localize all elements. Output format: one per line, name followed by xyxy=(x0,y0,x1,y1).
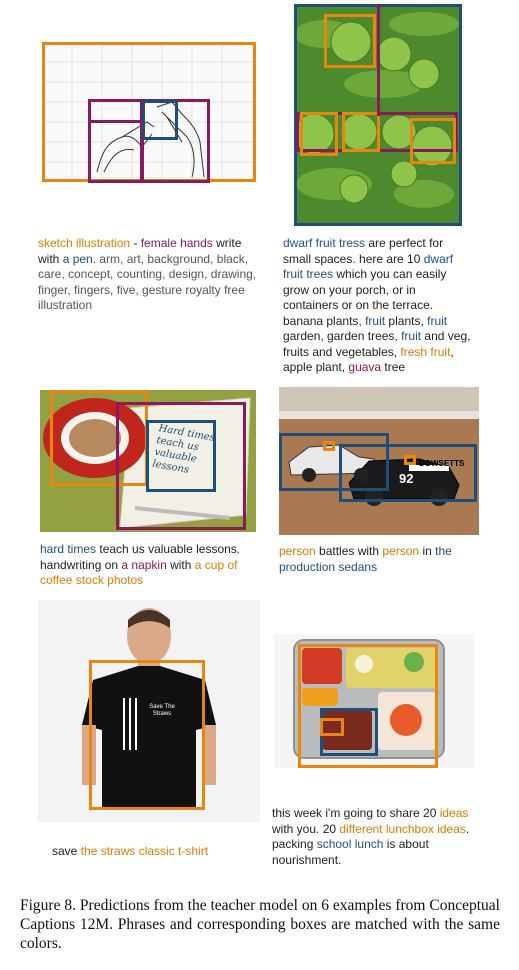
box-fruit-4 xyxy=(410,118,456,164)
caption-phrase: write with xyxy=(38,236,242,266)
box-person-1 xyxy=(323,441,335,451)
box-production-sedans-2 xyxy=(339,444,477,502)
caption-phrase: dwarf fruit tress xyxy=(283,236,366,250)
caption-lunch xyxy=(272,806,472,868)
caption-phrase: in xyxy=(419,544,436,558)
caption-phrase: the production sedans xyxy=(279,544,452,574)
caption-tshirt xyxy=(52,844,262,860)
caption-phrase: person xyxy=(382,544,420,558)
box-person-2 xyxy=(404,455,416,465)
caption-phrase: are perfect for small spaces. here are 10 xyxy=(283,236,444,266)
car-sponsor: DOWSETTS xyxy=(419,459,465,468)
caption-phrase: fruit xyxy=(401,329,422,343)
caption-phrase: the straws classic t-shirt xyxy=(80,844,209,858)
caption-phrase: school lunch xyxy=(316,837,384,851)
caption-phrase: a napkin xyxy=(121,557,167,572)
caption-phrase: tree xyxy=(381,360,406,374)
caption-phrase: this week i'm going to share 20 xyxy=(272,806,440,820)
caption-phrase: a pen xyxy=(62,251,93,266)
box-fruit-3 xyxy=(342,112,380,152)
shirt-print: Save The Straws xyxy=(149,704,175,717)
caption-phrase: battles with xyxy=(315,544,383,558)
box-fruit-2 xyxy=(300,112,338,156)
box-hand-inner-1 xyxy=(88,120,144,183)
caption-phrase: person xyxy=(279,544,316,558)
caption-phrase: fresh fruit xyxy=(400,344,451,359)
caption-phrase: garden, garden trees, xyxy=(283,329,402,343)
caption-phrase: dwarf fruit trees xyxy=(283,251,454,281)
caption-phrase: is about nourishment. xyxy=(272,837,429,867)
box-the-straws-classic-t-shirt xyxy=(89,660,205,810)
caption-phrase: teach us valuable lessons. handwriting on xyxy=(40,542,241,572)
caption-phrase: with xyxy=(166,557,195,572)
caption-phrase: of coffee stock photos xyxy=(40,557,238,587)
box-pen xyxy=(142,100,178,140)
figure-caption: Figure 8. Predictions from the teacher model on 6 examples from Conceptual Captions 12M. Phrases and corresponding boxes are matched with the same colors. xyxy=(20,897,500,952)
caption-phrase: hard times xyxy=(40,542,97,556)
caption-phrase: with you. 20 xyxy=(272,821,340,836)
car-number: 92 xyxy=(399,471,414,486)
caption-phrase: - xyxy=(130,236,141,250)
caption-phrase: , apple plant, xyxy=(283,344,454,374)
caption-phrase: fruit xyxy=(365,313,386,328)
caption-phrase: different lunchbox ideas xyxy=(339,821,466,836)
box-fruit-tree-vertical xyxy=(372,4,380,116)
caption-sketch xyxy=(38,236,260,314)
napkin-handwriting: Hard times teach us valuable lessons xyxy=(151,423,216,476)
caption-fruit xyxy=(283,236,473,376)
caption-phrase: sketch illustration xyxy=(38,236,131,250)
box-hard-times xyxy=(146,420,216,492)
caption-coffee xyxy=(40,542,256,589)
box-fruit-1 xyxy=(324,14,376,68)
box-ideas xyxy=(320,718,344,736)
caption-phrase: which you can easily grow on your porch, or in containers or on the terrace. banana plants, xyxy=(283,267,447,328)
caption-phrase: female hands xyxy=(140,236,213,250)
caption-phrase: . arm, art, background, black, care, concept, counting, design, drawing, finger, fingers, five, gesture royalty free illustration xyxy=(38,251,257,312)
caption-phrase: guava xyxy=(348,360,382,374)
caption-race xyxy=(279,544,479,575)
caption-phrase: a cup xyxy=(194,557,225,572)
caption-phrase: fruit xyxy=(427,313,448,328)
caption-phrase: ideas xyxy=(439,806,469,820)
caption-phrase: and veg, fruits and vegetables, xyxy=(283,329,471,359)
caption-phrase: plants, xyxy=(385,313,428,328)
caption-phrase: save xyxy=(52,844,81,858)
caption-phrase: . packing xyxy=(272,821,470,851)
